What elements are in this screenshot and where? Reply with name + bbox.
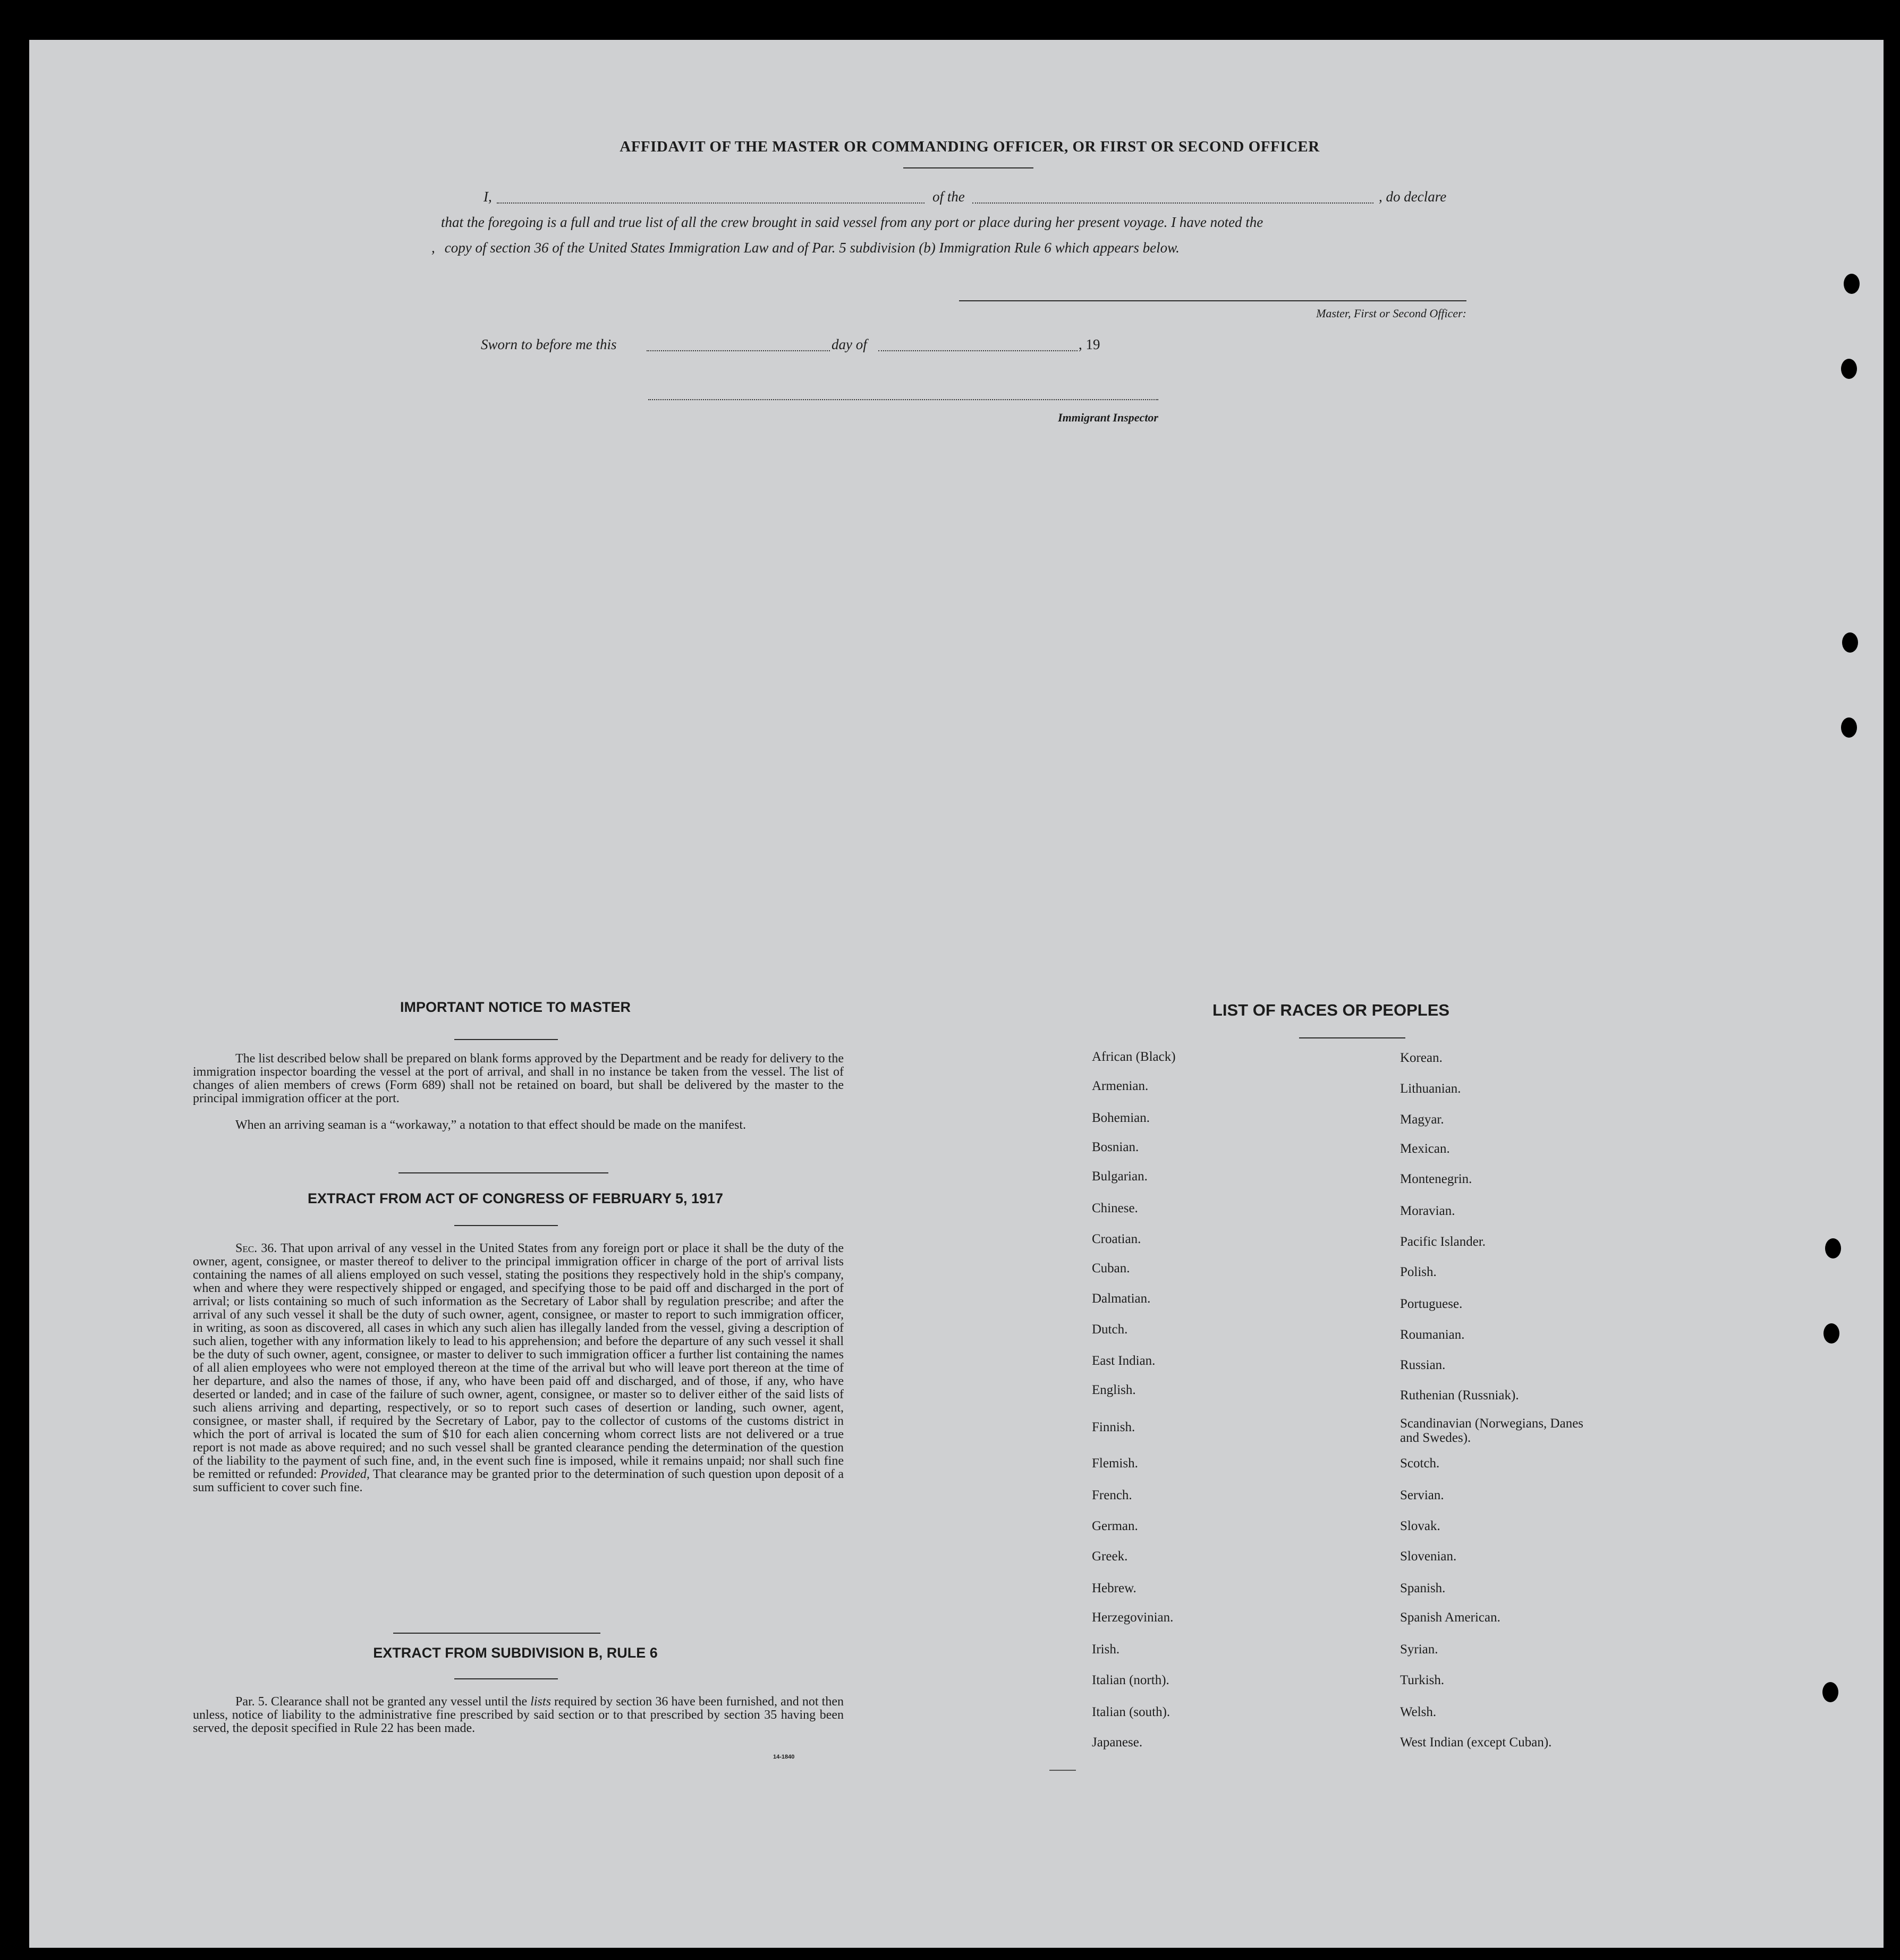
year-label: , 19 <box>1079 336 1100 352</box>
race-list-item: Spanish. <box>1400 1581 1446 1595</box>
stray-mark <box>1049 1770 1076 1771</box>
races-divider <box>1299 1037 1405 1038</box>
race-list-item: Cuban. <box>1092 1261 1130 1275</box>
rule-paragraph: Par. 5. Clearance shall not be granted any vessel until the lists required by section 36 have been furnished, and not then unless, notice of liability to the administrative fine prescribed by said section or to that prescribed by section 35 having been served, the deposit specified in Rule 22 has been made. <box>193 1695 844 1735</box>
race-list-item: Scotch. <box>1400 1456 1440 1471</box>
race-list-item: Slovenian. <box>1400 1549 1457 1564</box>
punch-hole <box>1825 1238 1841 1258</box>
race-list-item: Irish. <box>1092 1642 1120 1657</box>
race-list-item: Herzegovinian. <box>1092 1610 1174 1625</box>
race-list-item: Dalmatian. <box>1092 1291 1151 1306</box>
race-list-item: African (Black) <box>1092 1050 1176 1064</box>
title-divider <box>903 167 1033 168</box>
notice-paragraph-2: When an arriving seaman is a “workaway,” a notation to that effect should be made on the manifest. <box>235 1118 746 1132</box>
sworn-day-field[interactable] <box>647 350 830 351</box>
race-list-item: Chinese. <box>1092 1201 1138 1215</box>
day-of-label: day of <box>832 336 867 352</box>
race-list-item: Turkish. <box>1400 1673 1445 1687</box>
race-list-item: Pacific Islander. <box>1400 1235 1486 1249</box>
punch-hole <box>1842 632 1858 653</box>
notice-paragraph-1: The list described below shall be prepared on blank forms approved by the Department and be ready for delivery to the immigration inspector boarding the vessel at the port of arrival, and shall in no instance be taken from the vessel. The list of changes of alien members of crews (Form 689) shall not be retained on board, but shall be delivered by the master to the principal immigration officer at the port. <box>193 1052 844 1105</box>
inspector-label: Immigrant Inspector <box>1058 411 1158 424</box>
affidavit-declare-label: , do declare <box>1379 189 1447 205</box>
race-list-item: Armenian. <box>1092 1079 1149 1093</box>
race-list-item: Mexican. <box>1400 1142 1450 1156</box>
punch-hole <box>1844 274 1860 294</box>
race-list-item: Moravian. <box>1400 1204 1455 1218</box>
notice-title: IMPORTANT NOTICE TO MASTER <box>400 999 631 1015</box>
race-list-item: Magyar. <box>1400 1112 1444 1127</box>
race-list-item: Hebrew. <box>1092 1581 1136 1595</box>
master-signature-label: Master, First or Second Officer: <box>1316 307 1466 320</box>
affidavit-line-3: , copy of section 36 of the United States Immigration Law and of Par. 5 subdivision (b) Immigration Rule 6 which appears below. <box>431 240 1180 256</box>
race-list-item: Bosnian. <box>1092 1140 1139 1154</box>
race-list-item: Slovak. <box>1400 1519 1440 1533</box>
race-list-item: Flemish. <box>1092 1456 1138 1471</box>
race-list-item: Syrian. <box>1400 1642 1438 1657</box>
officer-name-field[interactable] <box>497 202 924 204</box>
race-list-item: Lithuanian. <box>1400 1082 1461 1096</box>
act-divider-top <box>398 1172 608 1173</box>
affidavit-title: AFFIDAVIT OF THE MASTER OR COMMANDING OFFICER, OR FIRST OR SECOND OFFICER <box>620 138 1320 155</box>
punch-hole <box>1823 1323 1839 1344</box>
race-list-item: East Indian. <box>1092 1354 1156 1368</box>
race-list-item: Roumanian. <box>1400 1328 1465 1342</box>
race-list-item: Croatian. <box>1092 1232 1141 1246</box>
notice-divider <box>454 1039 558 1040</box>
punch-hole <box>1841 717 1857 738</box>
race-list-item: English. <box>1092 1383 1136 1397</box>
race-list-item: French. <box>1092 1488 1132 1502</box>
race-list-item: Scandinavian (Norwegians, Danes and Swedes). <box>1400 1416 1584 1445</box>
affidavit-of-the-label: of the <box>932 189 965 205</box>
race-list-item: Bulgarian. <box>1092 1169 1148 1184</box>
races-title: LIST OF RACES OR PEOPLES <box>1212 1001 1450 1019</box>
rule-divider-bottom <box>454 1678 558 1679</box>
affidavit-line-2: that the foregoing is a full and true list of all the crew brought in said vessel from any port or place during her present voyage. I have noted the <box>441 214 1263 230</box>
race-list-item: Servian. <box>1400 1488 1444 1502</box>
act-divider-bottom <box>454 1225 558 1226</box>
race-list-item: Japanese. <box>1092 1735 1143 1750</box>
race-list-item: Dutch. <box>1092 1322 1128 1337</box>
form-number: 14-1840 <box>773 1754 795 1760</box>
inspector-signature-line[interactable] <box>648 399 1158 400</box>
race-list-item: Ruthenian (Russniak). <box>1400 1388 1519 1403</box>
vessel-name-field[interactable] <box>972 202 1373 204</box>
punch-hole <box>1822 1682 1838 1702</box>
race-list-item: Korean. <box>1400 1051 1443 1065</box>
race-list-item: Montenegrin. <box>1400 1172 1472 1186</box>
race-list-item: Russian. <box>1400 1358 1446 1372</box>
race-list-item: Greek. <box>1092 1549 1128 1564</box>
act-section-36-text: Sec. 36. That upon arrival of any vessel in the United States from any foreign port or place it shall be the duty of the owner, agent, consignee, or master thereof to deliver to the principal immigration officer in charge of the port of arrival lists containing the names of all aliens employed on such vessel, stating the positions they respectively hold in the ship's company, when and where they were respectively shipped or engaged, and specifying those to be paid off and discharged in the port of arrival; or lists containing so much of such information as the Secretary of Labor shall by regulation prescribe; and after the arrival of any such vessel it shall be the duty of such owner, agent, consignee, or master to report to such immigration officer, in writing, as soon as discovered, all cases in which any such alien has illegally landed from the vessel, giving a description of such alien, together with any information likely to lead to his apprehension; and before the departure of any such vessel it shall be the duty of such owner, agent, consignee, or master to deliver to such immigration officer a further list containing the names of all alien employees who were not employed thereon at the time of the arrival but who will leave port thereon at the time of her departure, and also the names of those, if any, who have been paid off and discharged, and of those, if any, who have deserted or landed; and in case of the failure of such owner, agent, consignee, or master so to deliver either of the said lists of such aliens arriving and departing, respectively, or so to report such cases of desertion or landing, such owner, agent, consignee, or master shall, if required by the Secretary of Labor, pay to the collector of customs of the customs district in which the port of arrival is located the sum of $10 for each alien concerning whom correct lists are not delivered or a true report is not made as above required; and no such vessel shall be granted clearance pending the determination of the question of the liability to the payment of such fine, and, in the event such fine is imposed, while it remains unpaid; nor shall such fine be remitted or refunded: Provided, That clearance may be granted prior to the determination of such question upon deposit of a sum sufficient to cover such fine. <box>193 1241 844 1494</box>
race-list-item: Finnish. <box>1092 1420 1135 1434</box>
race-list-item: German. <box>1092 1519 1138 1533</box>
act-extract-title: EXTRACT FROM ACT OF CONGRESS OF FEBRUARY 5, 1917 <box>307 1190 724 1206</box>
race-list-item: Italian (north). <box>1092 1673 1169 1687</box>
affidavit-i-label: I, <box>484 189 492 205</box>
rule-divider-top <box>393 1633 600 1634</box>
sworn-month-field[interactable] <box>878 350 1078 351</box>
sworn-label: Sworn to before me this <box>481 336 617 352</box>
race-list-item: Italian (south). <box>1092 1705 1170 1719</box>
master-signature-line[interactable] <box>959 300 1466 301</box>
manifest-page <box>29 40 1884 1948</box>
race-list-item: Bohemian. <box>1092 1111 1150 1125</box>
race-list-item: Spanish American. <box>1400 1610 1500 1625</box>
race-list-item: Welsh. <box>1400 1705 1437 1719</box>
punch-hole <box>1841 359 1857 379</box>
race-list-item: West Indian (except Cuban). <box>1400 1735 1552 1750</box>
race-list-item: Portuguese. <box>1400 1297 1463 1311</box>
rule-extract-title: EXTRACT FROM SUBDIVISION B, RULE 6 <box>373 1645 658 1661</box>
race-list-item: Polish. <box>1400 1265 1437 1279</box>
bleed-through-text <box>614 433 622 446</box>
